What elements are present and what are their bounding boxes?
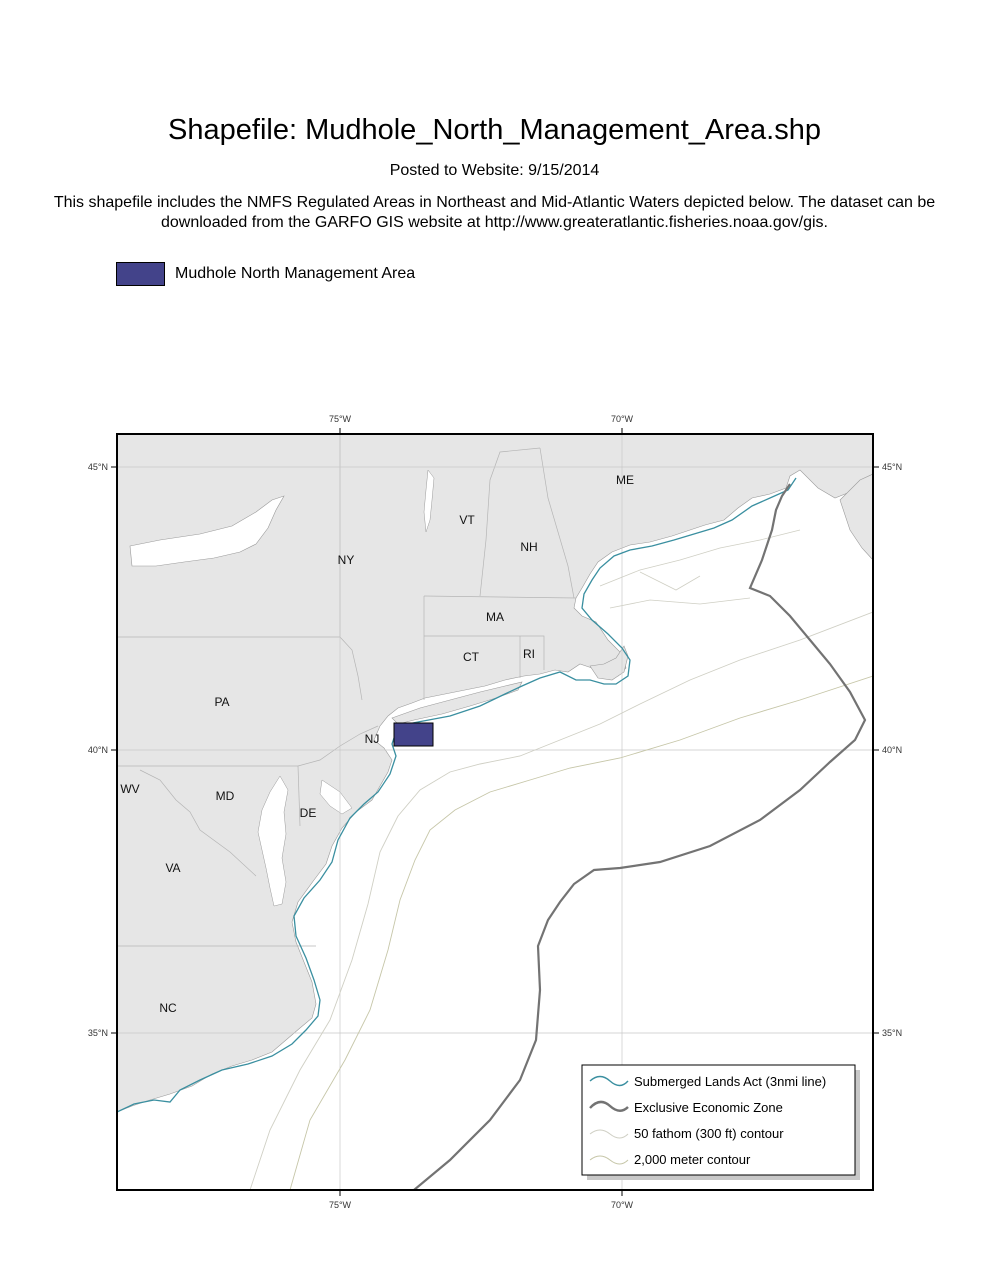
tick-top-70w: 70°W [610,414,634,424]
tick-left-35n: 35°N [87,1028,108,1038]
state-label-nc: NC [159,1001,177,1015]
legend-50fathom-label: 50 fathom (300 ft) contour [634,1126,784,1141]
state-label-ct: CT [463,650,479,664]
state-label-me: ME [616,473,634,487]
description-text: This shapefile includes the NMFS Regulated Areas in Northeast and Mid-Atlantic Waters depicted below. The dataset can be downloaded from the GARFO GIS website at http://www.greateratlantic.fisheries.noaa.gov/gis. [53,194,936,231]
tick-left-40n: 40°N [87,745,108,755]
mudhole-north-area [394,723,433,746]
tick-right-40n: 40°N [882,745,903,755]
legend-2000m-label: 2,000 meter contour [634,1152,751,1167]
state-label-de: DE [299,806,317,820]
state-label-vt: VT [459,513,475,527]
posted-date: Posted to Website: 9/15/2014 [389,162,600,179]
state-label-ny: NY [337,553,355,567]
state-label-ri: RI [523,647,535,661]
legend-sla-label: Submerged Lands Act (3nmi line) [634,1074,827,1089]
state-label-nh: NH [520,540,538,554]
state-label-pa: PA [214,695,230,709]
state-label-va: VA [165,861,181,875]
state-label-wv: WV [120,782,140,796]
page-title: Shapefile: Mudhole_North_Management_Area.shp [168,114,821,146]
tick-right-35n: 35°N [882,1028,903,1038]
state-label-ma: MA [486,610,504,624]
tick-left-45n: 45°N [87,462,108,472]
tick-bottom-70w: 70°W [610,1200,634,1210]
state-label-nj: NJ [364,732,380,746]
map-legend [582,1065,860,1180]
tick-top-75w: 75°W [328,414,352,424]
legend-eez-label: Exclusive Economic Zone [634,1100,783,1115]
state-label-md: MD [215,789,235,803]
tick-right-45n: 45°N [882,462,903,472]
area-legend-label: Mudhole North Management Area [175,265,416,282]
tick-bottom-75w: 75°W [328,1200,352,1210]
